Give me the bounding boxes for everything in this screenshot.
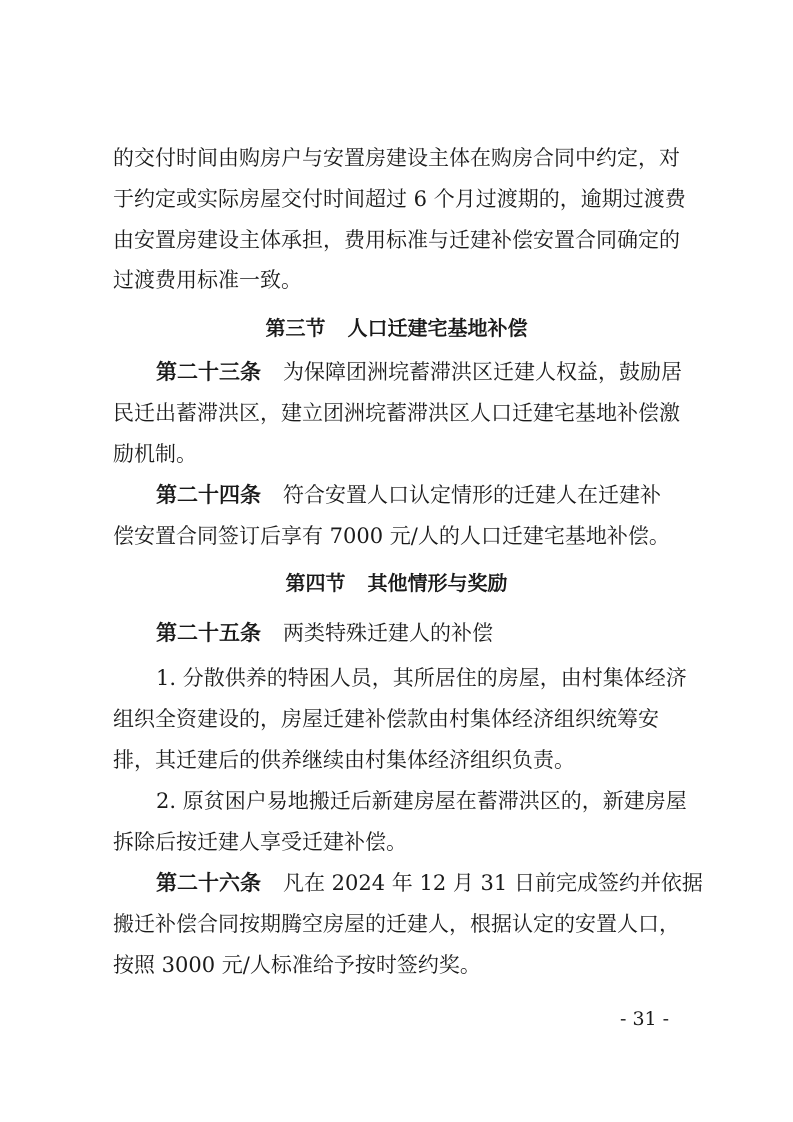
article-line [156,618,696,648]
list-item-line: 1. 分散供养的特困人员，其所居住的房屋，由村集体经济 [156,666,687,690]
body-text-line: 偿安置合同签订后享有 7000 元/人的人口迁建宅基地补偿。 [113,524,670,548]
body-text-line: 励机制。 [113,442,197,466]
body-text-line: 民迁出蓄滞洪区，建立团洲垸蓄滞洪区人口迁建宅基地补偿激 [113,401,680,425]
page-number: - 31 - [620,1008,670,1030]
body-text-line: 排，其迁建后的供养继续由村集体经济组织负责。 [113,748,575,772]
section-number: 第四节 [285,571,346,595]
section-title: 人口迁建宅基地补偿 [347,316,528,340]
body-text-line: 组织全资建设的，房屋迁建补偿款由村集体经济组织统筹安 [113,707,659,731]
body-text-line: 过渡费用标准一致。 [113,268,302,292]
body-text-line: 于约定或实际房屋交付时间超过 6 个月过渡期的，逾期过渡费 [113,187,686,211]
article-text: 凡在 2024 年 12 月 31 日前完成签约并依据 [283,871,703,895]
article-line [156,868,703,898]
section-heading [0,313,793,343]
body-text-line: 按照 3000 元/人标准给予按时签约奖。 [113,953,481,977]
body-text-line: 由安置房建设主体承担，费用标准与迁建补偿安置合同确定的 [113,228,680,252]
article-line [156,480,696,510]
body-text-line: 的交付时间由购房户与安置房建设主体在购房合同中约定，对 [113,146,680,170]
section-title: 其他情形与奖励 [367,571,508,595]
article-label: 第二十四条 [156,483,261,507]
article-label: 第二十五条 [156,621,261,645]
section-number: 第三节 [265,316,326,340]
list-item-line: 2. 原贫困户易地搬迁后新建房屋在蓄滞洪区的，新建房屋 [156,789,687,813]
body-text-line: 拆除后按迁建人享受迁建补偿。 [113,830,407,854]
section-heading [0,568,793,598]
article-label: 第二十三条 [156,360,261,384]
article-label: 第二十六条 [156,871,261,895]
article-text: 为保障团洲垸蓄滞洪区迁建人权益，鼓励居 [283,360,682,384]
body-text-line: 搬迁补偿合同按期腾空房屋的迁建人，根据认定的安置人口， [113,912,680,936]
article-text: 符合安置人口认定情形的迁建人在迁建补 [283,483,661,507]
article-line [156,357,696,387]
article-text: 两类特殊迁建人的补偿 [283,621,493,645]
